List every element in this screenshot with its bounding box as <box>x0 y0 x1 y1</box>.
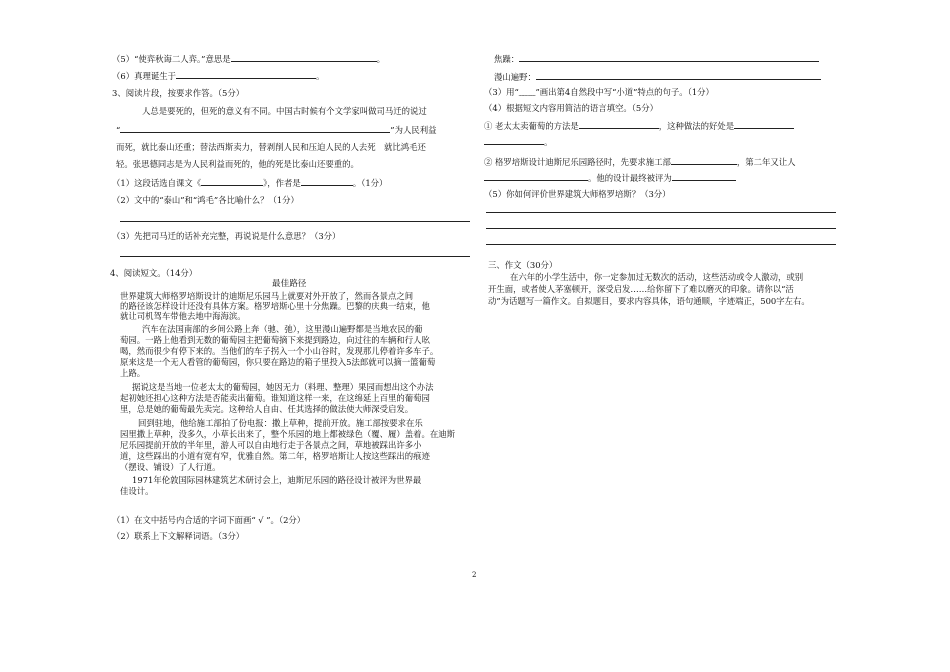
question-4-1: （1）在文中括号内合适的字词下面画“ √ ”。（2分） <box>112 515 306 525</box>
passage-line: 而死，就比泰山还重；替法西斯卖力，替剥削人民和压迫人民的人去死 就比鸿毛还 <box>116 142 426 152</box>
answer-blank[interactable] <box>120 124 390 133</box>
paragraph-line: 世界建筑大师格罗培斯设计的迪斯尼乐园马上就要对外开放了，然而各景点之间 <box>120 291 414 301</box>
answer-blank[interactable] <box>734 120 794 129</box>
paragraph-line: 喝，然而很少有停下来的。当他们的车子拐入一个小山谷时，发现那儿停着许多车子。 <box>120 346 439 356</box>
answer-blank[interactable] <box>671 156 737 165</box>
answer-line[interactable] <box>486 244 836 245</box>
question-4-3: （3）用“﹏﹏”画出第4自然段中写“小道”特点的句子。（1分） <box>484 87 714 97</box>
composition-heading: 三、作文（30分） <box>488 260 558 270</box>
word-explain-1: 焦躁： <box>494 53 819 64</box>
question-3-1: （1）这段话选自课文《 》，作者是 。（1分） <box>112 178 388 188</box>
answer-blank[interactable] <box>536 71 821 80</box>
fill-2: ② 格罗培斯设计迪斯尼乐园路径时，先要求施工部 ，第二年又让人 <box>484 157 796 167</box>
question-4-2: （2）联系上下文解释词语。（3分） <box>112 531 245 541</box>
question-5: （5）“使弈秋诲二人弈。”意思是 。 <box>112 54 385 64</box>
answer-blank[interactable] <box>672 172 736 181</box>
paragraph-line: 1971年伦敦国际园林建筑艺术研讨会上，迪斯尼乐园的路径设计被评为世界最 <box>132 475 422 485</box>
answer-blank[interactable] <box>231 53 377 62</box>
essay-title: 最佳路径 <box>272 279 307 289</box>
question-6: （6）真理诞生于 。 <box>112 71 325 81</box>
paragraph-line: 汽车在法国南部的乡间公路上奔（驰、弛），这里漫山遍野都是当地农民的葡 <box>142 324 423 334</box>
answer-blank[interactable] <box>484 136 544 145</box>
question-3-2: （2）文中的“泰山”和“鸿毛”各比喻什么？（1分） <box>112 195 299 205</box>
paragraph-line: 园里撒上草种，没多久，小草长出来了，整个乐园的地上都被绿色（覆、履）盖着。在迪斯 <box>120 429 455 439</box>
composition-line: 在六年的小学生活中，你一定参加过无数次的活动，这些活动或令人激动，或别 <box>510 272 804 282</box>
passage-line: 轻。张思德同志是为人民利益而死的，他的死是比泰山还要重的。 <box>116 159 359 169</box>
paragraph-line: 就让司机驾车带他去地中海海滨。 <box>120 311 246 321</box>
question-4-5: （5）你如何评价世界建筑大师格罗培斯？（3分） <box>484 189 671 199</box>
answer-blank[interactable] <box>519 53 819 62</box>
paragraph-line: 的路径该怎样设计还没有具体方案。格罗培斯心里十分焦躁。巴黎的庆典一结束，他 <box>120 301 430 311</box>
page-number: 2 <box>472 571 477 579</box>
answer-line[interactable] <box>486 212 836 213</box>
paragraph-line: （摆设、铺设）了人行道。 <box>120 462 221 472</box>
answer-line[interactable] <box>120 221 470 222</box>
paragraph-line: 尼乐园提前开放的半年里，游人可以自由地行走于各景点之间，草地被踩出许多小 <box>120 440 422 450</box>
question-3-heading: 3、阅读片段，按要求作答。（5分） <box>112 88 245 98</box>
answer-blank[interactable] <box>176 70 316 79</box>
question-4-4: （4）根据短文内容用简洁的语言填空。（5分） <box>484 103 658 113</box>
answer-blank[interactable] <box>579 120 659 129</box>
fill-2-line2: 。他的设计最终被评为 <box>484 172 736 183</box>
passage-line: “ ”为人民利益 <box>116 125 437 135</box>
question-4-heading: 4、阅读短文。（14分） <box>110 268 198 278</box>
passage-line: 人总是要死的，但死的意义有不同。中国古时候有个文学家叫做司马迁的说过 <box>142 106 427 116</box>
answer-line[interactable] <box>120 256 470 257</box>
answer-blank[interactable] <box>201 177 263 186</box>
fill-1-end: 。 <box>484 136 552 147</box>
paragraph-line: 起初她还担心这种方法是否能卖出葡萄。谁知道这样一来，在这绵延上百里的葡萄园 <box>120 393 430 403</box>
paragraph-line: 回到驻地，他给施工部拍了份电报：撒上草种，提前开放。施工部按要求在乐 <box>138 418 423 428</box>
paragraph-line: 上路。 <box>120 368 146 378</box>
paragraph-line: 里，总是她的葡萄最先卖完。这种给人自由、任其选择的做法使大师深受启发。 <box>120 404 414 414</box>
paragraph-line: 佳设计。 <box>120 486 154 496</box>
word-explain-2: 漫山遍野： <box>494 71 821 82</box>
fill-1: ① 老太太卖葡萄的方法是 ，这种做法的好处是 <box>484 120 794 131</box>
answer-blank[interactable] <box>484 172 588 181</box>
question-3-3: （3）先把司马迁的话补充完整，再说说是什么意思？（3分） <box>112 231 341 241</box>
composition-line: 开生面，或者使人茅塞顿开，深受启发……给你留下了难以磨灭的印象。请你以“活 <box>488 284 794 294</box>
paragraph-line: 原来这是一个无人看管的葡萄园，你只要在路边的箱子里投入5法郎就可以摘一篮葡萄 <box>120 357 436 367</box>
answer-blank[interactable] <box>301 177 353 186</box>
paragraph-line: 据说这是当地一位老太太的葡萄园，她因无力（料理、整理）果园而想出这个办法 <box>132 382 434 392</box>
composition-line: 动”为话题写一篇作文。自拟题目，要求内容具体，语句通顺，字迹端正，500字左右。 <box>488 296 810 306</box>
paragraph-line: 萄园。一路上他看到无数的葡萄园主把葡萄摘下来提到路边，向过往的车辆和行人吆 <box>120 335 430 345</box>
answer-line[interactable] <box>486 228 836 229</box>
paragraph-line: 道，这些踩出的小道有宽有窄，优雅自然。第二年，格罗培斯让人按这些踩出的痕迹 <box>120 451 430 461</box>
